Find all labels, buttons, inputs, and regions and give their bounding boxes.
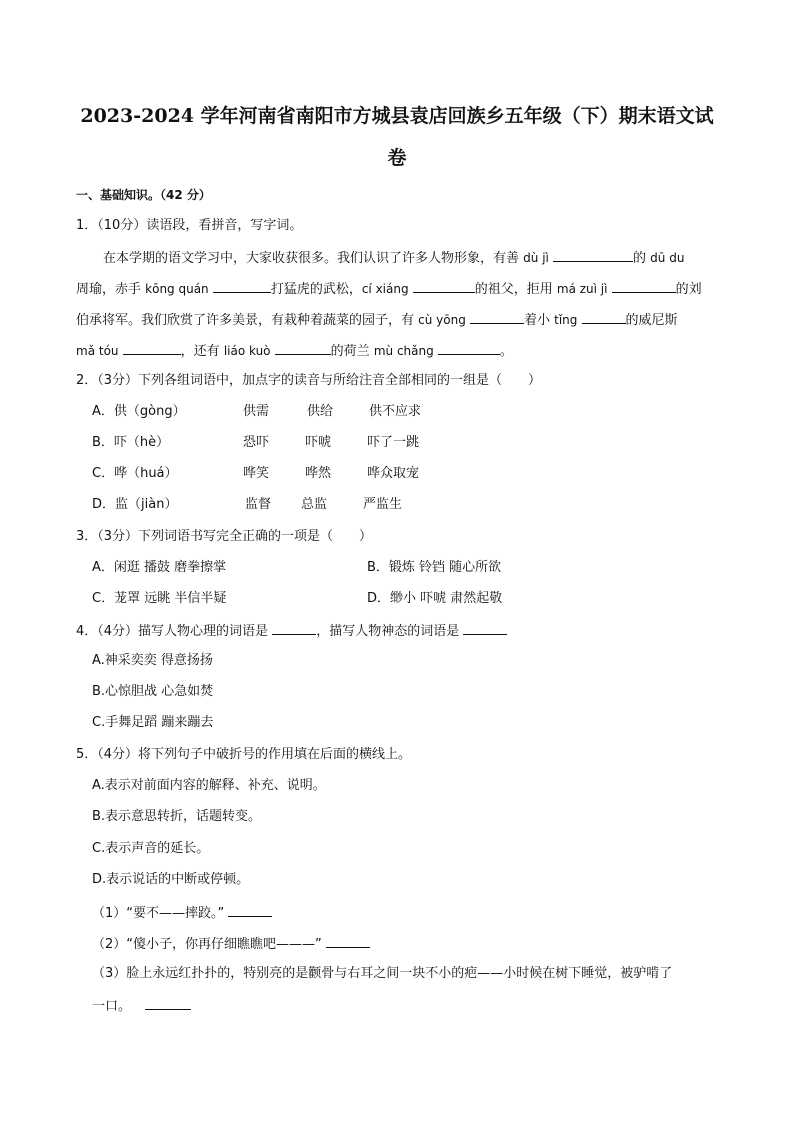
answer-blank[interactable] bbox=[275, 341, 331, 355]
q5-option-d: D.表示说话的中断或停顿。 bbox=[92, 872, 250, 887]
q2-stem: 2．（3分）下列各组词语中，加点字的读音与所给注音全部相同的一组是（ ） bbox=[76, 373, 542, 388]
q5-option-b: B.表示意思转折，话题转变。 bbox=[92, 809, 262, 824]
q1-text: 的荷兰 bbox=[330, 344, 370, 359]
q2-option-label: B．吓（hè） bbox=[92, 435, 170, 450]
answer-blank[interactable] bbox=[228, 903, 272, 917]
q1-paragraph-line2 bbox=[76, 279, 702, 299]
q5-sentence-3: （3）脸上永远红扑扑的，特别亮的是颧骨与右耳之间一块不小的疤——小时候在树下睡觉，被驴啃了 bbox=[92, 966, 673, 981]
q1-text: ，还有 bbox=[180, 344, 220, 359]
pinyin: tǐng bbox=[554, 313, 578, 327]
q2-word: 哗然 bbox=[305, 466, 332, 481]
q1-paragraph-line4 bbox=[76, 341, 513, 361]
pinyin: kōng quán bbox=[145, 282, 209, 296]
answer-blank[interactable] bbox=[145, 996, 191, 1010]
q5-sentence-1 bbox=[92, 903, 272, 923]
answer-blank[interactable] bbox=[272, 621, 316, 635]
pinyin: cí xiáng bbox=[361, 282, 409, 296]
answer-blank[interactable] bbox=[413, 279, 475, 293]
q2-option-label: D．监（jiàn） bbox=[92, 497, 178, 512]
answer-blank[interactable] bbox=[612, 279, 676, 293]
q2-word: 供给 bbox=[307, 404, 334, 419]
q5-option-a: A.表示对前面内容的解释、补充、说明。 bbox=[92, 778, 326, 793]
q2-word: 监督 bbox=[245, 497, 272, 512]
q1-text: 在本学期的语文学习中，大家收获很多。我们认识了许多人物形象，有善 bbox=[103, 251, 520, 266]
q1-text: 的 bbox=[633, 251, 647, 266]
pinyin: cù yōng bbox=[418, 313, 466, 327]
q3-option-a[interactable]: A．闲逛 播鼓 磨拳擦掌 bbox=[92, 560, 227, 575]
q5-sentence-3-continued bbox=[92, 996, 191, 1016]
q4-stem-part: ，描写人物神态的词语是 bbox=[316, 624, 460, 639]
q3-stem: 3．（3分）下列词语书写完全正确的一项是（ ） bbox=[76, 529, 373, 544]
answer-blank[interactable] bbox=[470, 310, 524, 324]
q4-option-c: C.手舞足蹈 蹦来蹦去 bbox=[92, 715, 214, 730]
answer-blank[interactable] bbox=[582, 310, 626, 324]
q4-stem-part: 4．（4分）描写人物心理的词语是 bbox=[76, 624, 269, 639]
q2-word: 吓了一跳 bbox=[367, 435, 420, 450]
q4-stem bbox=[76, 621, 507, 641]
q2-word: 供需 bbox=[243, 404, 270, 419]
q3-option-d[interactable]: D．缈小 吓唬 肃然起敬 bbox=[367, 591, 503, 606]
q2-word: 总监 bbox=[301, 497, 328, 512]
q1-text: 。 bbox=[499, 344, 513, 359]
q1-text: 周瑜，赤手 bbox=[76, 282, 142, 297]
pinyin: má zuì jì bbox=[556, 282, 608, 296]
answer-blank[interactable] bbox=[463, 621, 507, 635]
q1-text: 的刘 bbox=[675, 282, 702, 297]
answer-blank[interactable] bbox=[123, 341, 181, 355]
q1-text: 的祖父，拒用 bbox=[474, 282, 553, 297]
q4-option-a: A.神采奕奕 得意扬扬 bbox=[92, 653, 213, 668]
q3-option-b[interactable]: B．锻炼 铃铛 随心所欲 bbox=[367, 560, 502, 575]
pinyin: liáo kuò bbox=[223, 344, 271, 358]
q1-paragraph-line3 bbox=[76, 310, 678, 330]
answer-blank[interactable] bbox=[438, 341, 500, 355]
q1-text: 的威尼斯 bbox=[625, 313, 678, 328]
section-heading: 一、基础知识。（42 分） bbox=[76, 188, 211, 202]
answer-blank[interactable] bbox=[553, 248, 633, 262]
q1-paragraph-line1 bbox=[103, 248, 684, 268]
exam-title: 2023-2024 学年河南省南阳市方城县袁店回族乡五年级（下）期末语文试 bbox=[80, 105, 714, 127]
q1-text: 伯承将军。我们欣赏了许多美景，有栽种着蔬菜的园子，有 bbox=[76, 313, 415, 328]
pinyin: dù jì bbox=[523, 251, 549, 265]
q2-word: 恐吓 bbox=[243, 435, 270, 450]
q2-word: 哗众取宠 bbox=[367, 466, 420, 481]
q1-stem: 1．（10分）读语段，看拼音，写字词。 bbox=[76, 218, 303, 233]
q2-word: 哗笑 bbox=[243, 466, 270, 481]
q1-text: 打猛虎的武松， bbox=[270, 282, 362, 297]
q2-word: 严监生 bbox=[363, 497, 403, 512]
q5-stem: 5．（4分）将下列句子中破折号的作用填在后面的横线上。 bbox=[76, 747, 412, 762]
q5-sentence-2 bbox=[92, 934, 370, 954]
exam-title-continued: 卷 bbox=[387, 147, 407, 169]
q5-sentence-text: 一口。 bbox=[92, 999, 132, 1014]
q2-word: 吓唬 bbox=[305, 435, 332, 450]
q5-sentence-text: （2）“傻小子，你再仔细瞧瞧吧———” bbox=[92, 937, 322, 952]
q5-option-c: C.表示声音的延长。 bbox=[92, 841, 210, 856]
q2-option-label: C．哗（huá） bbox=[92, 466, 178, 481]
q2-option-label: A．供（gòng） bbox=[92, 404, 186, 419]
pinyin: dū du bbox=[650, 251, 685, 265]
q4-option-b: B.心惊胆战 心急如焚 bbox=[92, 684, 214, 699]
q3-option-c[interactable]: C．茏罩 远眺 半信半疑 bbox=[92, 591, 227, 606]
q1-text: 着小 bbox=[523, 313, 550, 328]
pinyin: mù chǎng bbox=[373, 344, 434, 358]
pinyin: mǎ tóu bbox=[76, 344, 119, 358]
q5-sentence-text: （1）“要不——摔跤。” bbox=[92, 906, 225, 921]
answer-blank[interactable] bbox=[326, 934, 370, 948]
answer-blank[interactable] bbox=[213, 279, 271, 293]
q2-word: 供不应求 bbox=[369, 404, 422, 419]
